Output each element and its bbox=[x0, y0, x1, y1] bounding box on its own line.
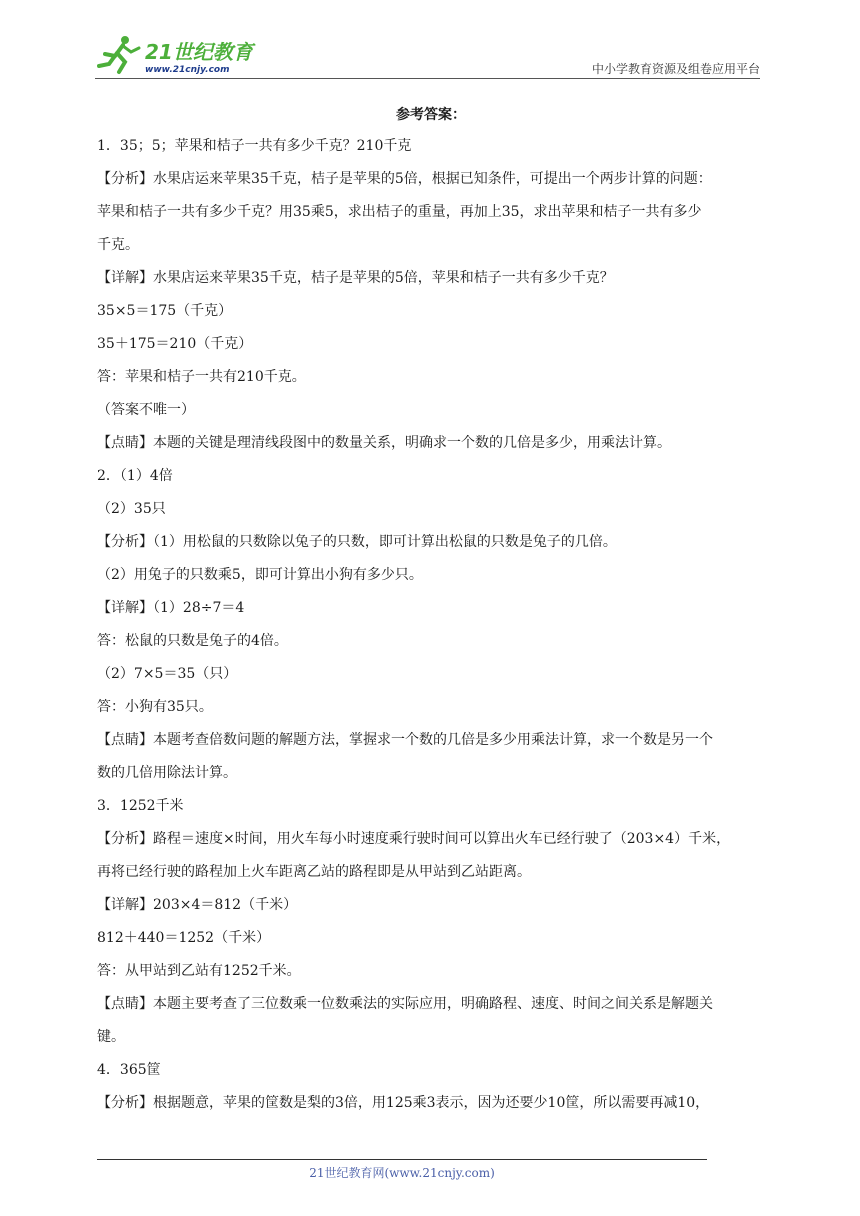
text-line: （答案不唯一） bbox=[97, 402, 195, 418]
text-line: 【点睛】本题主要考查了三位数乘一位数乘法的实际应用，明确路程、速度、时间之间关系是解题关 bbox=[97, 996, 713, 1012]
page-footer[interactable]: 21世纪教育网(www.21cnjy.com) bbox=[309, 1166, 495, 1180]
logo-url: www.21cnjy.com bbox=[145, 65, 230, 75]
text-line: 【分析】水果店运来苹果35千克，桔子是苹果的5倍，根据已知条件，可提出一个两步计算的问题： bbox=[97, 171, 712, 187]
page-header bbox=[95, 30, 760, 80]
text-line: 【分析】（1）用松鼠的只数除以兔子的只数，即可计算出松鼠的只数是兔子的几倍。 bbox=[97, 534, 617, 550]
running-figure-icon bbox=[99, 36, 139, 72]
text-line: 4．365筐 bbox=[97, 1062, 161, 1078]
page-title: 参考答案： bbox=[396, 107, 466, 123]
text-line: （2）7×5＝35（只） bbox=[97, 666, 238, 682]
text-line: （2）用兔子的只数乘5，即可计算出小狗有多少只。 bbox=[97, 567, 423, 583]
text-line: 812＋440＝1252（千米） bbox=[97, 930, 271, 946]
text-line: （2）35只 bbox=[97, 501, 166, 517]
text-line: 答：从甲站到乙站有1252千米。 bbox=[97, 963, 301, 979]
text-line: 【点睛】本题的关键是理清线段图中的数量关系，明确求一个数的几倍是多少，用乘法计算。 bbox=[97, 435, 671, 451]
answer-content bbox=[97, 100, 765, 1120]
text-line: 答：小狗有35只。 bbox=[97, 699, 213, 715]
text-line: 再将已经行驶的路程加上火车距离乙站的路程即是从甲站到乙站距离。 bbox=[97, 864, 531, 880]
logo-text: 21世纪教育 bbox=[145, 40, 253, 64]
footer-divider bbox=[97, 1159, 707, 1160]
text-line: 【点睛】本题考查倍数问题的解题方法，掌握求一个数的几倍是多少用乘法计算，求一个数是另一个 bbox=[97, 732, 713, 748]
text-line: 【详解】（1）28÷7＝4 bbox=[97, 600, 245, 616]
text-line: 2．（1）4倍 bbox=[97, 468, 173, 484]
text-line: 键。 bbox=[97, 1029, 125, 1045]
text-line: 答：苹果和桔子一共有210千克。 bbox=[97, 369, 306, 385]
text-line: 【详解】203×4＝812（千米） bbox=[97, 897, 298, 913]
site-logo bbox=[95, 32, 265, 76]
text-line: 苹果和桔子一共有多少千克？用35乘5，求出桔子的重量，再加上35，求出苹果和桔子一共有多少 bbox=[97, 204, 702, 220]
text-line: 【分析】根据题意，苹果的筐数是梨的3倍，用125乘3表示，因为还要少10筐，所以需要再减10， bbox=[97, 1095, 710, 1111]
text-line: 1．35；5；苹果和桔子一共有多少千克？210千克 bbox=[97, 138, 412, 154]
text-line: 数的几倍用除法计算。 bbox=[97, 765, 237, 781]
text-line: 答：松鼠的只数是兔子的4倍。 bbox=[97, 633, 288, 649]
text-line: 【分析】路程＝速度×时间，用火车每小时速度乘行驶时间可以算出火车已经行驶了（203×4）千米， bbox=[97, 831, 731, 847]
text-line: 35×5＝175（千克） bbox=[97, 303, 233, 319]
text-line: 35＋175＝210（千克） bbox=[97, 336, 253, 352]
header-platform-text: 中小学教育资源及组卷应用平台 bbox=[591, 62, 760, 76]
text-line: 3．1252千米 bbox=[97, 798, 184, 814]
header-divider bbox=[95, 78, 760, 79]
text-line: 【详解】水果店运来苹果35千克，桔子是苹果的5倍，苹果和桔子一共有多少千克？ bbox=[97, 270, 614, 286]
text-line: 千克。 bbox=[97, 237, 139, 253]
